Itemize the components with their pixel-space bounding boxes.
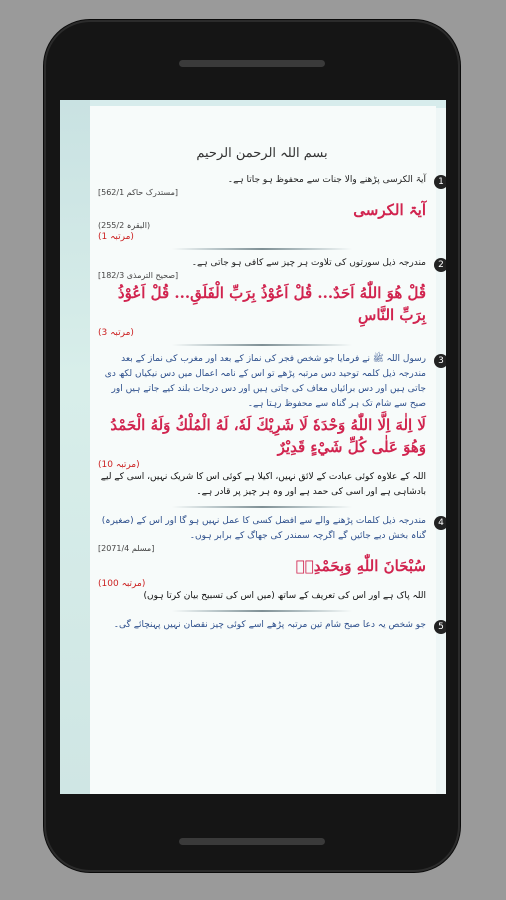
translation-text: اللہ پاک ہے اور اس کی تعریف کے ساتھ (میں اس کی تسبیح بیان کرتا ہوں) xyxy=(143,591,426,601)
section-number: 1 xyxy=(434,175,446,189)
recitation-count: (100 مرتبہ) xyxy=(98,579,146,589)
section-text: رسول اللہ ﷺ نے فرمایا جو شخص فجر کی نماز کے بعد اور مغرب کی نماز کے بعد مندرجہ ذیل کلمہ توحید دس مرتبہ پڑھے تو اس کے نامہ اعمال میں دس نیکیاں لکھ دی جاتی ہیں اور دس برائیاں معاف کی جاتی ہیں اور دس درجات بلند کیے جاتے ہیں اور صبح سے شام تک ہر گناہ سے محفوظ رہتا ہے۔ xyxy=(104,354,426,409)
divider xyxy=(172,610,352,612)
ayat-text: قُلْ هُوَ اللّٰهُ اَحَدٌ... قُلْ اَعُوْذُ بِرَبِّ الْفَلَقِ... قُلْ اَعُوْذُ بِرَبِّ النَّاسِ xyxy=(117,284,426,324)
bottom-speaker xyxy=(179,838,325,845)
section-reference: [مسلم 2071/4] xyxy=(98,544,155,553)
section-3 xyxy=(98,352,444,500)
recitation-count: (3 مرتبہ) xyxy=(98,328,134,338)
section-2 xyxy=(98,256,444,338)
section-5 xyxy=(98,618,444,633)
app-screen[interactable] xyxy=(60,100,446,794)
section-number: 3 xyxy=(434,354,446,368)
divider xyxy=(172,248,352,250)
ayat-text: لَا اِلٰهَ اِلَّا اللّٰهُ وَحْدَهٗ لَا شَرِيْكَ لَهٗ، لَهُ الْمُلْكُ وَلَهُ الْحَمْدُ وَهُوَ عَلٰى كُلِّ شَيْءٍ قَدِيْرٌ xyxy=(110,416,426,456)
ayat-text: سُبْحَانَ اللّٰهِ وَبِحَمْدِهٖ xyxy=(295,557,426,575)
section-reference: [مستدرک حاکم 562/1] xyxy=(98,188,178,197)
section-text: جو شخص یہ دعا صبح شام تین مرتبہ پڑھے اسے کوئی چیز نقصان نہیں پہنچائے گی۔ xyxy=(113,620,426,630)
section-number: 4 xyxy=(434,516,446,530)
page-content[interactable] xyxy=(90,106,444,794)
ayat-text: آیۃ الکرسی xyxy=(353,201,426,219)
section-text: مندرجہ ذیل سورتوں کی تلاوت ہر چیز سے کافی ہو جاتی ہے۔ xyxy=(191,258,426,268)
divider xyxy=(172,506,352,508)
section-text: آیۃ الکرسی پڑھنے والا جنات سے محفوظ ہو جاتا ہے۔ xyxy=(227,175,426,185)
section-text: مندرجہ ذیل کلمات پڑھنے والے سے افضل کسی کا عمل نہیں ہو گا اور اس کے (صغیرہ) گناہ بخش دیے جائیں گے اگرچہ سمندر کی جھاگ کے برابر ہوں۔ xyxy=(101,516,426,541)
divider xyxy=(172,344,352,346)
section-4 xyxy=(98,514,444,604)
translation-text: اللہ کے علاوہ کوئی عبادت کے لائق نہیں، اکیلا ہے کوئی اس کا شریک نہیں، اسی کے لیے بادشاہی ہے اور اسی کی حمد ہے اور وہ ہر چیز پر قادر ہے۔ xyxy=(100,472,426,497)
section-reference: [صحیح الترمذی 182/3] xyxy=(98,271,179,280)
recitation-count: (1 مرتبہ) xyxy=(98,232,134,242)
recitation-count: (10 مرتبہ) xyxy=(98,460,140,470)
page-binding xyxy=(60,100,90,794)
section-number: 5 xyxy=(434,620,446,634)
earpiece-speaker xyxy=(179,60,325,67)
ayat-reference: (البقرہ 255/2) xyxy=(98,221,151,230)
section-number: 2 xyxy=(434,258,446,272)
section-1 xyxy=(98,173,444,242)
bismillah-heading: بسم اللہ الرحمن الرحیم xyxy=(196,146,328,161)
